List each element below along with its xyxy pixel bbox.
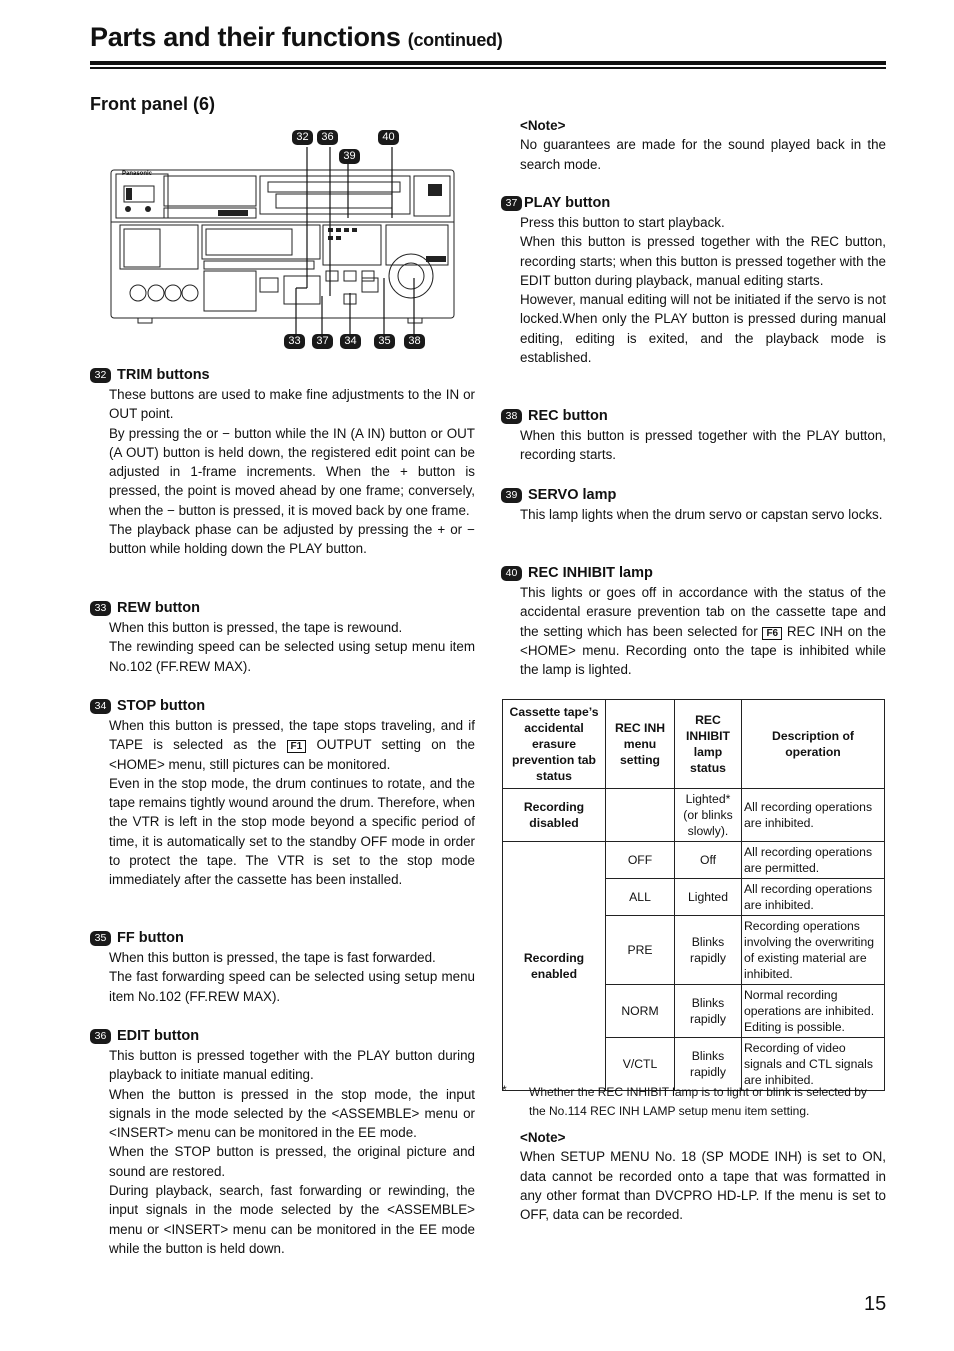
item-text: The playback phase can be adjusted by pressing the + or − button while holding down the PLAY button. — [109, 522, 475, 557]
item-text: When this button is pressed, the tape stops traveling, and if TAPE is selected as the F1 OUTPUT setting on the <HOME> menu, still pictures can be monitored. — [109, 718, 475, 772]
callout-32: 32 — [292, 130, 313, 145]
item-text: When this button is pressed together with the PLAY button, recording starts. — [520, 428, 886, 463]
item-number: 36 — [90, 1029, 111, 1044]
svg-text:Panasonic: Panasonic — [122, 171, 153, 177]
table-cell — [606, 789, 675, 842]
item-servo-lamp — [501, 485, 886, 524]
note-sp-mode-inh — [501, 1128, 886, 1224]
table-cell: Lighted — [675, 879, 742, 916]
callout-38: 38 — [404, 334, 425, 349]
f6-key: F6 — [762, 627, 782, 640]
table-footnote — [502, 1083, 886, 1121]
table-cell: ALL — [606, 879, 675, 916]
table-cell: PRE — [606, 916, 675, 985]
rec-inhibit-table — [502, 699, 885, 1091]
item-title: REC INHIBIT lamp — [528, 565, 653, 581]
item-ff-button — [90, 928, 475, 1006]
table-cell: V/CTL — [606, 1038, 675, 1091]
item-title: EDIT button — [117, 1028, 200, 1044]
item-stop-button — [90, 696, 475, 890]
callout-37: 37 — [312, 334, 333, 349]
item-number: 37 — [501, 196, 522, 211]
header-rule-thick — [90, 61, 886, 65]
item-text: This lamp lights when the drum servo or capstan servo locks. — [520, 507, 883, 522]
note-heading: <Note> — [520, 1130, 566, 1145]
item-text: When this button is pressed, the tape is fast forwarded. — [109, 950, 436, 965]
item-number: 35 — [90, 931, 111, 946]
table-cell: Normal recording operations are inhibited. Editing is possible. — [742, 985, 885, 1038]
item-text: By pressing the or − button while the IN (A IN) button or OUT (A OUT) button is held down, the registered edit point can be adjusted in 1-frame increments. When the + button is pressed, the point is moved ahead by one frame; conversely, when the − button is pressed, it is moved back by one frame. — [109, 425, 475, 518]
note-text: No guarantees are made for the sound played back in the search mode. — [520, 137, 886, 172]
callout-40: 40 — [378, 130, 399, 145]
item-text: When the button is pressed in the stop mode, the input signals in the mode selected by the <ASSEMBLE> menu or <INSERT> menu can be monitored in the EE mode. — [109, 1086, 475, 1141]
item-rew-button — [90, 598, 475, 676]
item-text: During playback, search, fast forwarding or rewinding, the input signals in the mode selected by the <ASSEMBLE> menu or <INSERT> menu can be monitored in the EE mode while the button is held down. — [109, 1183, 475, 1256]
item-text: The rewinding speed can be selected using setup menu item No.102 (FF.REW MAX). — [109, 639, 475, 674]
table-cell: Recording disabled — [503, 789, 606, 842]
item-title: TRIM buttons — [117, 367, 210, 383]
item-number: 39 — [501, 488, 522, 503]
item-trim-buttons — [90, 365, 475, 559]
item-text: These buttons are used to make fine adjustments to the IN or OUT point. — [109, 387, 475, 422]
item-text: The fast forwarding speed can be selected using setup menu item No.102 (FF.REW MAX). — [109, 969, 475, 1004]
header-rule-thin — [90, 67, 886, 69]
item-rec-button — [501, 406, 886, 465]
callout-34: 34 — [340, 334, 361, 349]
item-number: 40 — [501, 566, 522, 581]
front-panel-illustration — [108, 128, 458, 353]
table-header: REC INH menu setting — [606, 700, 675, 789]
item-title: SERVO lamp — [528, 487, 617, 503]
table-cell: All recording operations are permitted. — [742, 842, 885, 879]
callout-36: 36 — [317, 130, 338, 145]
item-text: When this button is pressed, the tape is rewound. — [109, 620, 403, 635]
note-search-sound — [501, 116, 886, 174]
note-text: When SETUP MENU No. 18 (SP MODE INH) is set to ON, data cannot be recorded onto a tape that was formatted in any other format than DVCPRO HD-LP. If the menu is set to OFF, data can be recorded. — [520, 1149, 886, 1223]
callout-33: 33 — [284, 334, 305, 349]
table-cell: Blinks rapidly — [675, 916, 742, 985]
item-number: 34 — [90, 699, 111, 714]
table-cell: All recording operations are inhibited. — [742, 789, 885, 842]
item-edit-button — [90, 1026, 475, 1258]
item-text: When the STOP button is pressed, the original picture and sound are restored. — [109, 1144, 475, 1179]
note-heading: <Note> — [520, 118, 566, 133]
table-cell: Blinks rapidly — [675, 1038, 742, 1091]
table-cell: OFF — [606, 842, 675, 879]
item-number: 38 — [501, 409, 522, 424]
table-cell: All recording operations are inhibited. — [742, 879, 885, 916]
item-number: 33 — [90, 601, 111, 616]
item-title: FF button — [117, 930, 184, 946]
item-text: This button is pressed together with the PLAY button during playback to initiate manual editing. — [109, 1048, 475, 1083]
section-title: Front panel (6) — [90, 94, 215, 114]
table-cell: Blinks rapidly — [675, 985, 742, 1038]
footnote-mark: * — [502, 1083, 507, 1097]
item-text: When this button is pressed together with the REC button, recording starts; when this button is pressed together with the EDIT button during playback, manual editing starts. — [520, 234, 886, 288]
item-play-button — [501, 193, 886, 367]
table-cell: NORM — [606, 985, 675, 1038]
table-cell: Lighted* (or blinks slowly). — [675, 789, 742, 842]
item-title: PLAY button — [524, 195, 611, 211]
page-title — [90, 22, 502, 53]
table-header: REC INHIBIT lamp status — [675, 700, 742, 789]
f1-key: F1 — [287, 740, 307, 753]
callout-39: 39 — [339, 149, 360, 164]
item-text: Press this button to start playback. — [520, 215, 725, 230]
front-panel-figure — [108, 128, 458, 353]
item-title: REW button — [117, 600, 200, 616]
table-cell: Recording enabled — [503, 842, 606, 1091]
title-continued: (continued) — [407, 30, 503, 50]
item-text: This lights or goes off in accordance with the status of the accidental erasure prevention tab on the cassette tape and the setting which has been selected for F6 REC INH on the <HOME> menu. Recording onto the tape is inhibited while the lamp is lighted. — [520, 585, 886, 678]
item-title: REC button — [528, 408, 608, 424]
title-main: Parts and their functions — [90, 22, 401, 52]
footnote-text: Whether the REC INHIBIT lamp is to light or blink is selected by the No.114 REC INH LAMP setup menu item setting. — [529, 1085, 867, 1118]
item-title: STOP button — [117, 698, 206, 714]
page-number: 15 — [864, 1293, 887, 1315]
table-row — [503, 789, 885, 842]
table-cell: Recording of video signals and CTL signals are inhibited. — [742, 1038, 885, 1091]
table-header: Description of operation — [742, 700, 885, 789]
table-cell: Recording operations involving the overwriting of existing material are inhibited. — [742, 916, 885, 985]
item-text: However, manual editing will not be initiated if the servo is not locked.When only the PLAY button is pressed during manual editing, editing is exited, and the playback mode is established. — [520, 292, 886, 366]
table-header-row — [503, 700, 885, 789]
table-row — [503, 842, 885, 879]
table-header: Cassette tape’s accidental erasure prevention tab status — [503, 700, 606, 789]
item-number: 32 — [90, 368, 111, 383]
item-text: Even in the stop mode, the drum continues to rotate, and the tape remains tightly wound around the drum. Therefore, when the VTR is left in the stop mode beyond a specific period of time, it is automatically set to the standby OFF mode in order to protect the tape. The VTR is set to the stop mode immediately after the cassette has been installed. — [109, 775, 475, 888]
item-rec-inhibit-lamp — [501, 563, 886, 679]
table-cell: Off — [675, 842, 742, 879]
callout-35: 35 — [374, 334, 395, 349]
